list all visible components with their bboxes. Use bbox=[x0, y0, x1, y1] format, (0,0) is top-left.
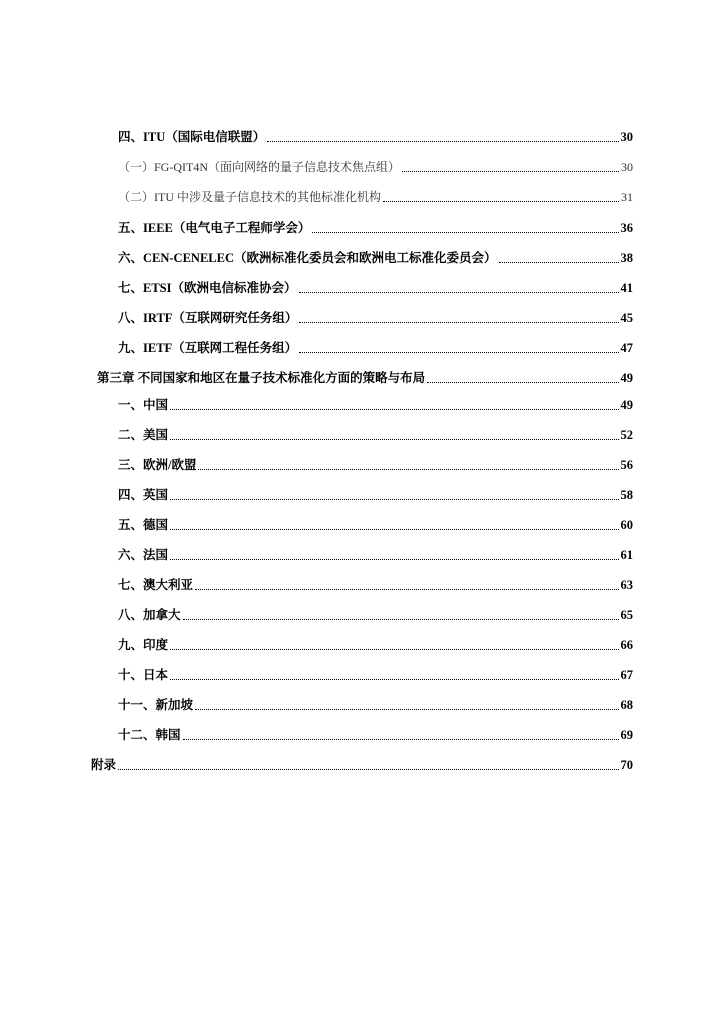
toc-entry-label: 六、CEN-CENELEC（欧洲标准化委员会和欧洲电工标准化委员会） bbox=[118, 251, 497, 265]
toc-entry-page: 65 bbox=[620, 608, 633, 622]
toc-entry-page: 66 bbox=[620, 638, 633, 652]
dot-leader bbox=[170, 546, 618, 560]
toc-entry[interactable] bbox=[118, 128, 633, 146]
toc-entry-page: 30 bbox=[621, 160, 633, 174]
dot-leader bbox=[383, 188, 619, 202]
toc-entry-label: 七、ETSI（欧洲电信标准协会） bbox=[118, 281, 297, 295]
toc-entry[interactable] bbox=[118, 396, 633, 414]
toc-entry[interactable] bbox=[118, 606, 633, 624]
toc-entry-page: 69 bbox=[620, 728, 633, 742]
toc-entry-label: 八、加拿大 bbox=[118, 608, 181, 622]
toc-entry-label: 十一、新加坡 bbox=[118, 698, 194, 712]
dot-leader bbox=[312, 219, 618, 233]
toc-entry-label: 九、印度 bbox=[118, 638, 169, 652]
toc-entry-page: 70 bbox=[620, 758, 633, 772]
dot-leader bbox=[267, 128, 618, 142]
dot-leader bbox=[118, 756, 618, 770]
toc-entry[interactable] bbox=[118, 486, 633, 504]
toc-chapter-entry[interactable] bbox=[97, 369, 633, 387]
toc-entry[interactable] bbox=[118, 456, 633, 474]
toc-entry[interactable] bbox=[118, 279, 633, 297]
toc-entry-page: 30 bbox=[620, 130, 633, 144]
toc-entry-label: 七、澳大利亚 bbox=[118, 578, 194, 592]
dot-leader bbox=[170, 636, 618, 650]
dot-leader bbox=[195, 576, 618, 590]
toc-entry[interactable] bbox=[118, 158, 633, 176]
toc-entry-page: 47 bbox=[620, 341, 633, 355]
toc-entry[interactable] bbox=[118, 636, 633, 654]
toc-entry-label: 五、IEEE（电气电子工程师学会） bbox=[118, 221, 311, 235]
toc-entry[interactable] bbox=[118, 576, 633, 594]
toc-entry[interactable] bbox=[118, 426, 633, 444]
toc-entry[interactable] bbox=[118, 309, 633, 327]
toc-entry-page: 45 bbox=[620, 311, 633, 325]
toc-entry-label: 四、ITU（国际电信联盟） bbox=[118, 130, 266, 144]
toc-entry-label: （一）FG-QIT4N（面向网络的量子信息技术焦点组） bbox=[118, 160, 400, 174]
toc-entry-page: 56 bbox=[620, 458, 633, 472]
toc-entry-label: 四、英国 bbox=[118, 488, 169, 502]
toc-entry-page: 68 bbox=[620, 698, 633, 712]
dot-leader bbox=[183, 726, 619, 740]
dot-leader bbox=[427, 369, 618, 383]
toc-entry-page: 52 bbox=[620, 428, 633, 442]
toc-entry[interactable] bbox=[118, 696, 633, 714]
toc-entry-label: 三、欧洲/欧盟 bbox=[118, 458, 197, 472]
toc-entry-page: 63 bbox=[620, 578, 633, 592]
toc-entry-label: 六、法国 bbox=[118, 548, 169, 562]
toc-entry-label: 一、中国 bbox=[118, 398, 169, 412]
toc-entry[interactable] bbox=[118, 666, 633, 684]
dot-leader bbox=[299, 339, 618, 353]
dot-leader bbox=[195, 696, 618, 710]
toc-entry[interactable] bbox=[118, 546, 633, 564]
toc-entry-page: 31 bbox=[621, 190, 633, 204]
dot-leader bbox=[499, 249, 619, 263]
dot-leader bbox=[170, 426, 618, 440]
dot-leader bbox=[198, 456, 618, 470]
toc-entry-label: 二、美国 bbox=[118, 428, 169, 442]
toc-entry-page: 38 bbox=[620, 251, 633, 265]
toc-entry-label: 九、IETF（互联网工程任务组） bbox=[118, 341, 298, 355]
toc-entry-page: 58 bbox=[620, 488, 633, 502]
toc-entry-page: 67 bbox=[620, 668, 633, 682]
dot-leader bbox=[170, 516, 618, 530]
toc-entry-label: （二）ITU 中涉及量子信息技术的其他标准化机构 bbox=[118, 190, 381, 204]
toc-appendix-entry[interactable] bbox=[91, 756, 633, 774]
dot-leader bbox=[402, 158, 619, 172]
toc-entry-label: 八、IRTF（互联网研究任务组） bbox=[118, 311, 298, 325]
toc-entry[interactable] bbox=[118, 249, 633, 267]
dot-leader bbox=[170, 666, 618, 680]
dot-leader bbox=[299, 309, 618, 323]
dot-leader bbox=[183, 606, 619, 620]
toc-entry[interactable] bbox=[118, 188, 633, 206]
toc-entry-page: 61 bbox=[620, 548, 633, 562]
toc-entry[interactable] bbox=[118, 516, 633, 534]
dot-leader bbox=[170, 486, 618, 500]
toc-entry-page: 60 bbox=[620, 518, 633, 532]
toc-entry[interactable] bbox=[118, 339, 633, 357]
dot-leader bbox=[299, 279, 619, 293]
toc-entry[interactable] bbox=[118, 726, 633, 744]
toc-entry-page: 49 bbox=[620, 371, 633, 385]
toc-entry-label: 第三章 不同国家和地区在量子技术标准化方面的策略与布局 bbox=[97, 371, 426, 385]
toc-entry[interactable] bbox=[118, 219, 633, 237]
toc-entry-page: 41 bbox=[620, 281, 633, 295]
toc-entry-page: 36 bbox=[620, 221, 633, 235]
dot-leader bbox=[170, 396, 618, 410]
toc-entry-label: 五、德国 bbox=[118, 518, 169, 532]
toc-entry-label: 十二、韩国 bbox=[118, 728, 181, 742]
toc-entry-label: 附录 bbox=[91, 758, 117, 772]
toc-entry-label: 十、日本 bbox=[118, 668, 169, 682]
toc-entry-page: 49 bbox=[620, 398, 633, 412]
